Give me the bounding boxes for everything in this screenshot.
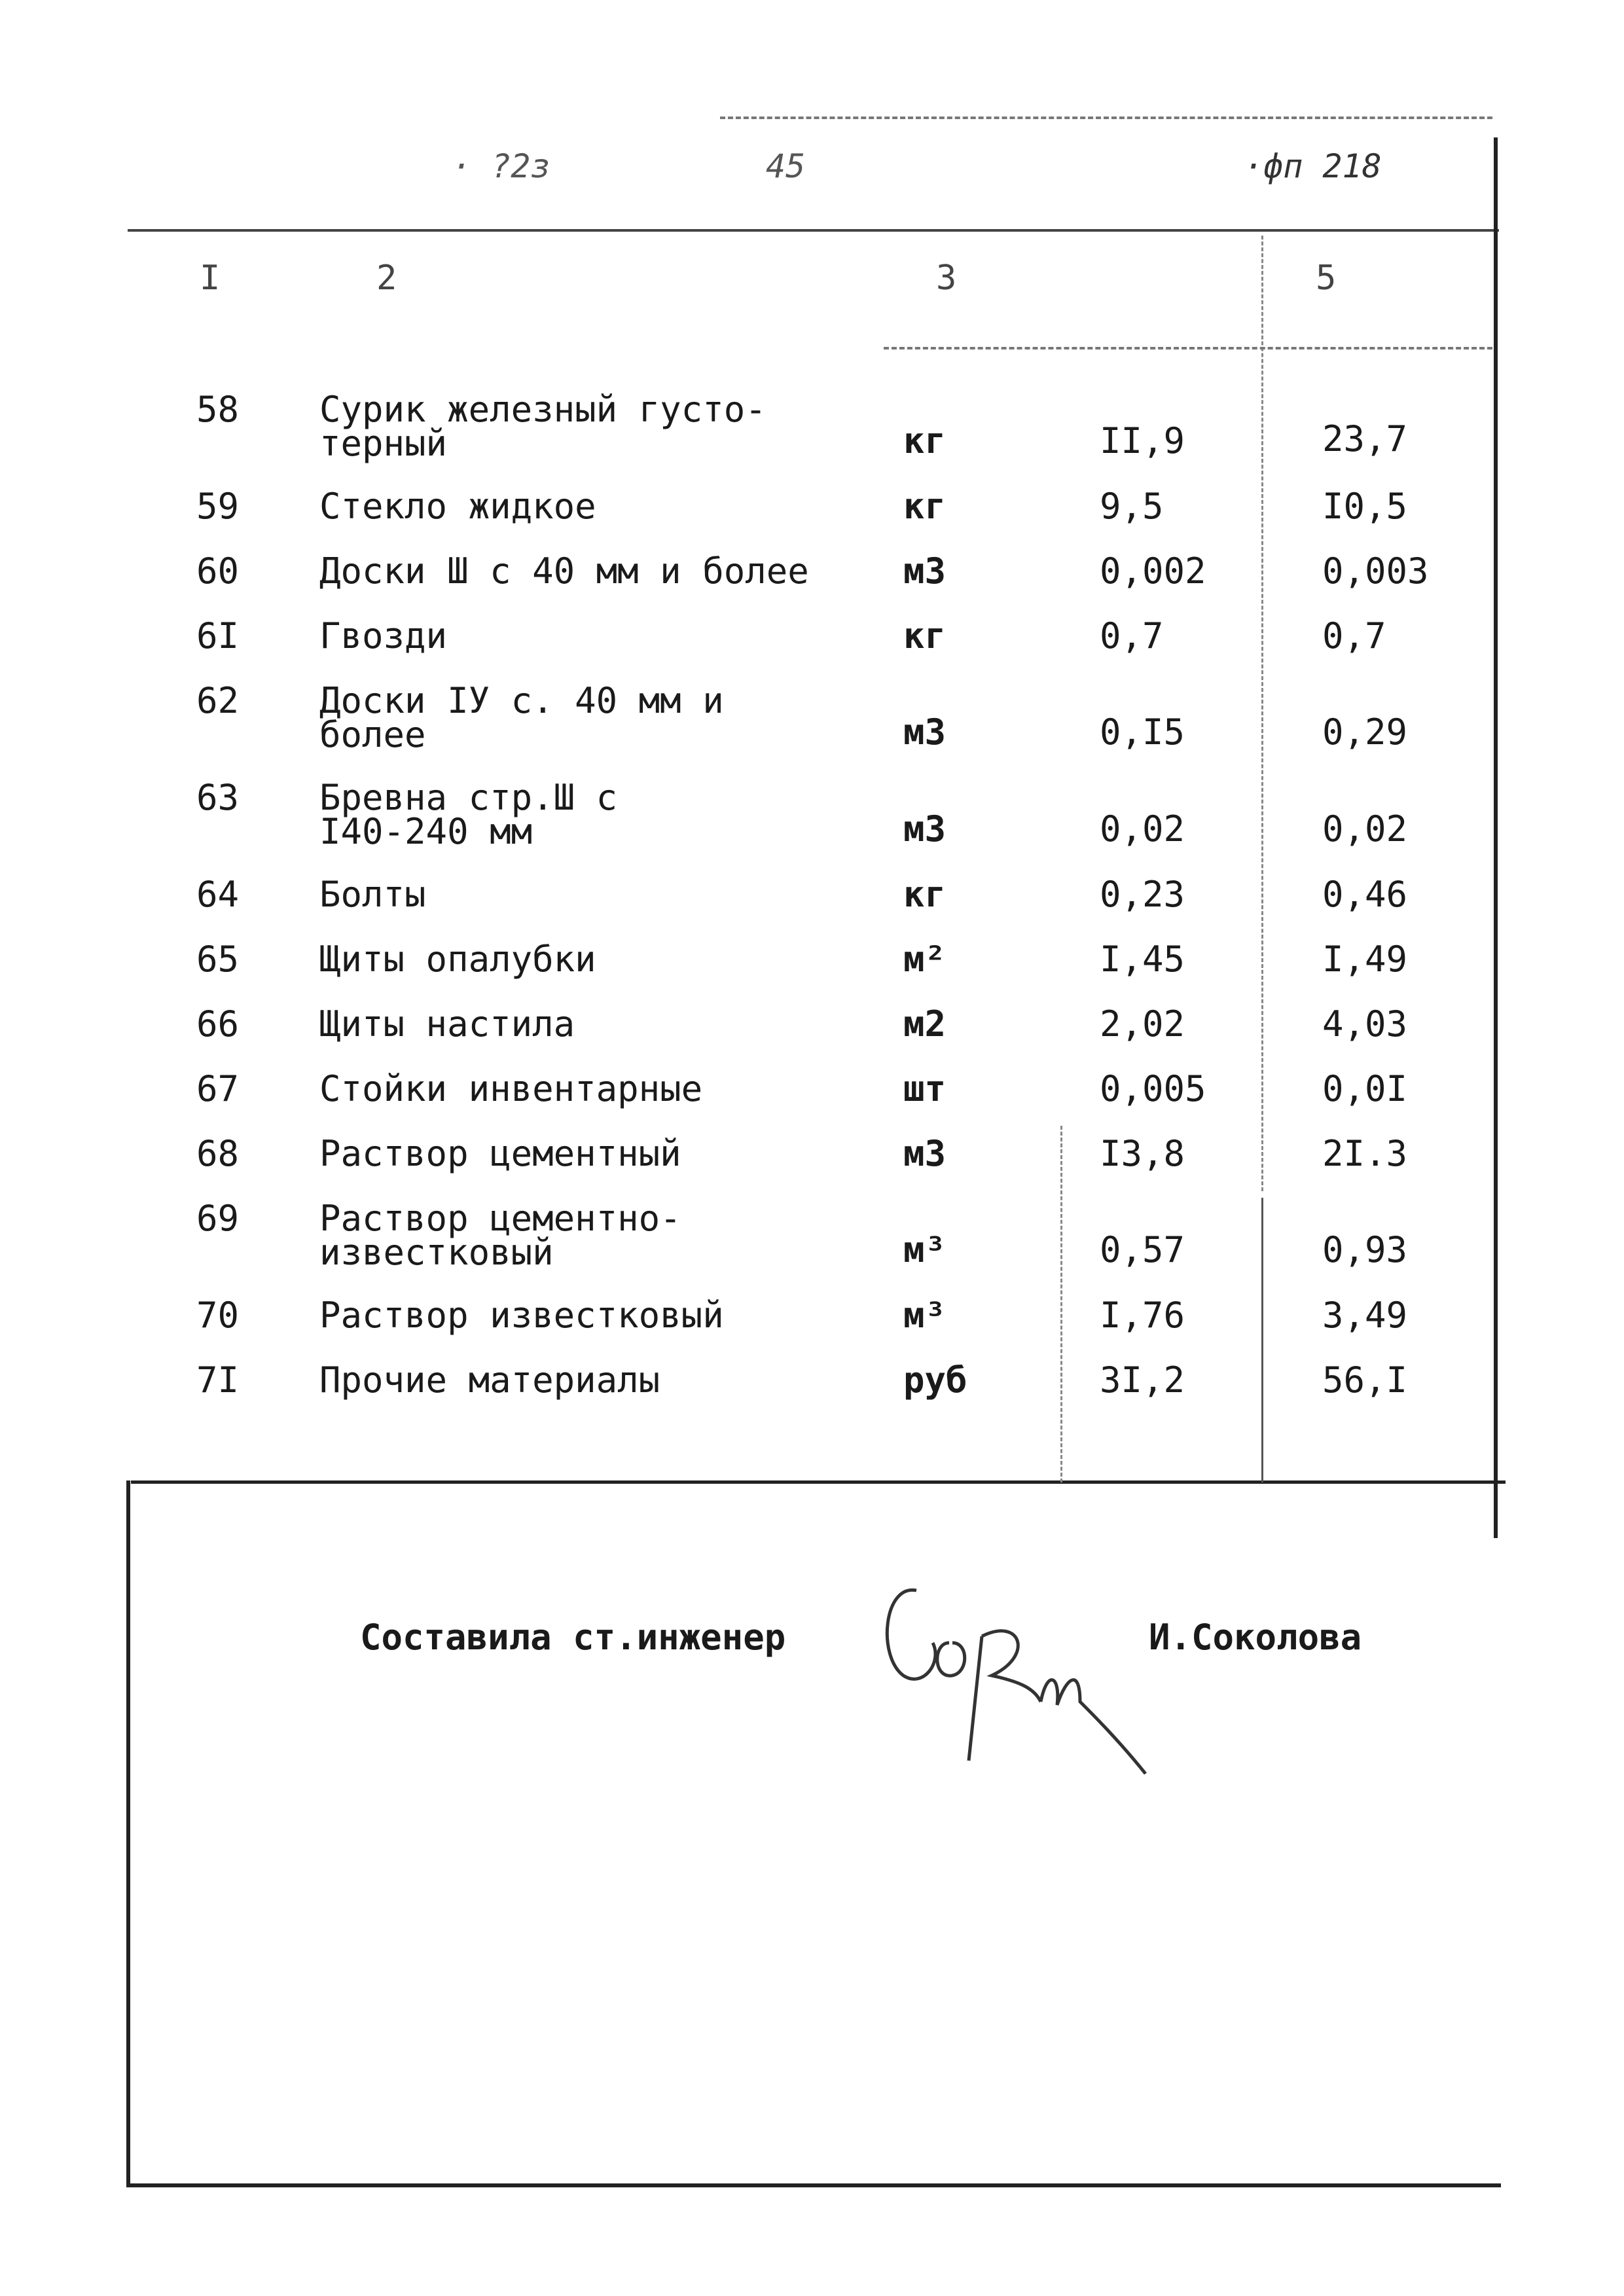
row-number: 67 — [196, 1068, 240, 1109]
value-col4: 9,5 — [1100, 486, 1164, 527]
value-col4: 0,7 — [1100, 615, 1164, 656]
value-col4: 0,005 — [1100, 1068, 1206, 1109]
top-dashed-line — [720, 117, 1492, 119]
material-name: Бревна стр.Ш с I40-240 мм — [319, 777, 618, 852]
row-number: 62 — [196, 680, 240, 721]
unit: м3 — [903, 808, 947, 850]
unit: м3 — [903, 550, 947, 592]
value-col5: I,49 — [1322, 939, 1408, 980]
value-col4: 0,I5 — [1100, 711, 1185, 753]
value-col5: 0,29 — [1322, 711, 1408, 753]
value-col4: 0,002 — [1100, 550, 1206, 592]
row-number: 63 — [196, 777, 240, 818]
header-page-number: ·фп 218 — [1244, 147, 1382, 185]
unit: м3 — [903, 1133, 947, 1174]
material-name: Стекло жидкое — [319, 486, 596, 527]
value-col5: 56,I — [1322, 1359, 1408, 1401]
row-number: 64 — [196, 874, 240, 915]
value-col4: I,45 — [1100, 939, 1185, 980]
material-name: Щиты настила — [319, 1003, 575, 1045]
compiler-role: Составила ст.инженер — [360, 1617, 786, 1658]
material-name: Гвозди — [319, 615, 448, 656]
material-name: Щиты опалубки — [319, 939, 596, 980]
row-number: 65 — [196, 939, 240, 980]
material-name: Болты — [319, 874, 426, 915]
unit: кг — [903, 486, 947, 527]
row-number: 7I — [196, 1359, 240, 1401]
material-name: Раствор цементный — [319, 1133, 681, 1174]
value-col5: 4,03 — [1322, 1003, 1408, 1045]
column-header-underline — [884, 347, 1492, 350]
table-bottom-rule — [131, 1480, 1506, 1484]
value-col5: 2I.3 — [1322, 1133, 1408, 1174]
page-bottom-rule — [126, 2183, 1501, 2187]
value-col4: 0,23 — [1100, 874, 1185, 915]
value-col4: 0,02 — [1100, 808, 1185, 850]
material-name: Стойки инвентарные — [319, 1068, 703, 1109]
compiler-name: И.Соколова — [1149, 1617, 1362, 1658]
row-number: 70 — [196, 1295, 240, 1336]
right-border — [1494, 137, 1498, 1538]
value-col4: 2,02 — [1100, 1003, 1185, 1045]
row-number: 60 — [196, 550, 240, 592]
unit: м³ — [903, 1295, 947, 1336]
value-col4: 3I,2 — [1100, 1359, 1185, 1401]
value-col5: 23,7 — [1322, 418, 1408, 459]
column-divider-5 — [1261, 1198, 1263, 1482]
row-number: 58 — [196, 389, 240, 430]
value-col5: 0,46 — [1322, 874, 1408, 915]
value-col4: I3,8 — [1100, 1133, 1185, 1174]
column-divider-5-top — [1261, 236, 1263, 1191]
value-col5: 0,7 — [1322, 615, 1386, 656]
row-number: 66 — [196, 1003, 240, 1045]
column-divider-4 — [1060, 1126, 1062, 1482]
value-col5: 0,02 — [1322, 808, 1408, 850]
value-col5: I0,5 — [1322, 486, 1408, 527]
value-col5: 3,49 — [1322, 1295, 1408, 1336]
value-col5: 0,93 — [1322, 1229, 1408, 1270]
unit: кг — [903, 874, 947, 915]
column-header-2: 2 — [376, 259, 397, 298]
column-header-3: 3 — [936, 259, 957, 298]
header-mid-mark: 45 — [766, 147, 806, 185]
row-number: 68 — [196, 1133, 240, 1174]
material-name: Раствор известковый — [319, 1295, 724, 1336]
value-col5: 0,0I — [1322, 1068, 1408, 1109]
unit: руб — [903, 1359, 967, 1401]
material-name: Сурик железный густо- терный — [319, 389, 767, 464]
value-col4: II,9 — [1100, 420, 1185, 461]
value-col4: 0,57 — [1100, 1229, 1185, 1270]
handwritten-signature — [871, 1564, 1172, 1800]
material-name: Раствор цементно- известковый — [319, 1198, 681, 1273]
row-number: 6I — [196, 615, 240, 656]
material-name: Прочие материалы — [319, 1359, 660, 1401]
unit: кг — [903, 420, 947, 461]
value-col4: I,76 — [1100, 1295, 1185, 1336]
material-name: Доски IУ с. 40 мм и более — [319, 680, 724, 755]
column-header-1: I — [200, 259, 221, 298]
unit: м3 — [903, 711, 947, 753]
value-col5: 0,003 — [1322, 550, 1429, 592]
material-name: Доски Ш с 40 мм и более — [319, 550, 809, 592]
unit: кг — [903, 615, 947, 656]
row-number: 69 — [196, 1198, 240, 1239]
left-border — [126, 1480, 130, 2187]
header-left-mark: · ?2з — [452, 147, 550, 185]
header-rule — [128, 229, 1499, 232]
unit: м2 — [903, 1003, 947, 1045]
row-number: 59 — [196, 486, 240, 527]
unit: м² — [903, 939, 947, 980]
unit: м³ — [903, 1229, 947, 1270]
column-header-5: 5 — [1316, 259, 1337, 298]
unit: шт — [903, 1068, 947, 1109]
